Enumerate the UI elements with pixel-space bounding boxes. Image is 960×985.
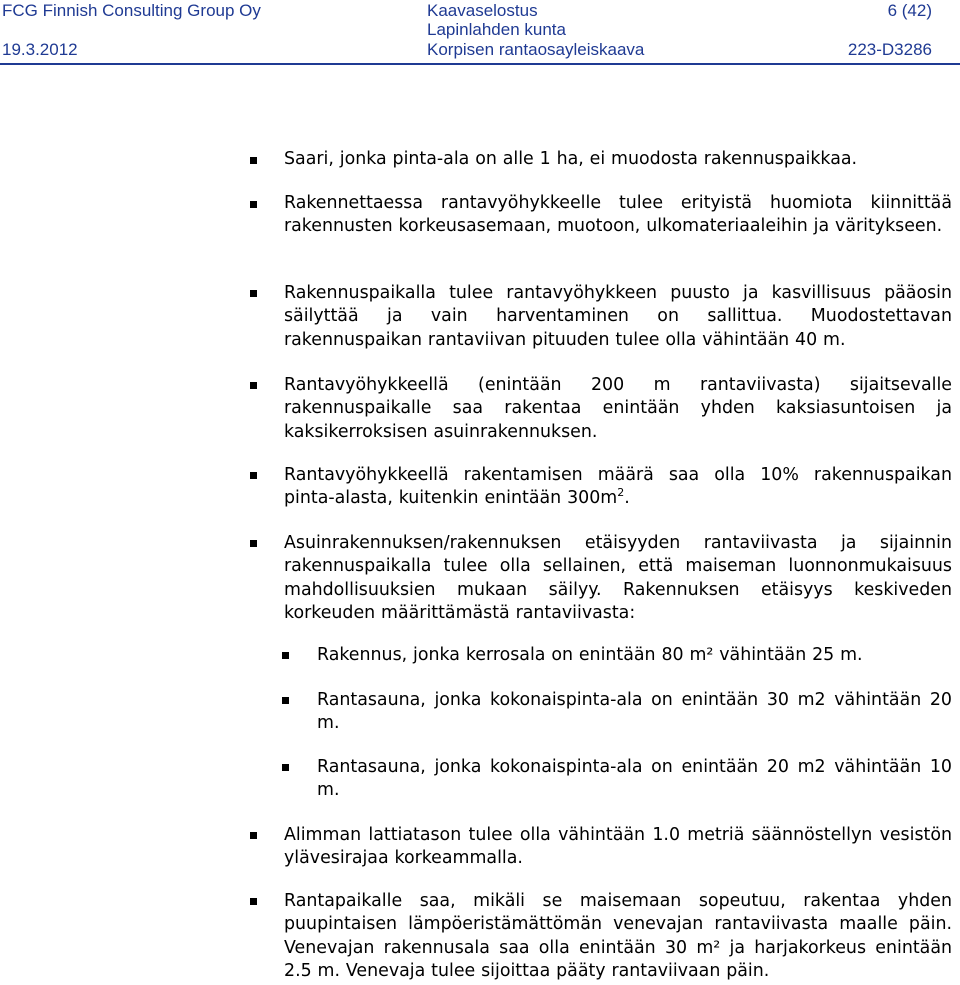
item-text: Rantavyöhykkeellä rakentamisen määrä saa olla 10% rakennuspaikan pinta-alasta, kuitenkin enintään 300m bbox=[284, 465, 952, 509]
bullet-icon bbox=[250, 157, 257, 164]
company-name: FCG Finnish Consulting Group Oy bbox=[2, 1, 261, 20]
municipality: Lapinlahden kunta bbox=[427, 20, 566, 39]
page-header bbox=[0, 0, 960, 62]
bullet-icon bbox=[250, 472, 257, 479]
project-code: 223-D3286 bbox=[847, 40, 932, 59]
bullet-icon bbox=[250, 540, 257, 547]
list-item: Asuinrakennuksen/rakennuksen etäisyyden rantaviivasta ja sijainnin rakennuspaikalla tulee olla sellainen, että maiseman luonnonmukaisuus mahdollisuuksien mukaan säilyy. Rakennuksen etäisyys keskiveden korkeuden määrittämästä rantaviivasta: bbox=[284, 533, 952, 623]
document-date: 19.3.2012 bbox=[2, 40, 78, 59]
superscript: 2 bbox=[617, 486, 625, 500]
sub-list-item: Rantasauna, jonka kokonaispinta-ala on enintään 20 m2 vähintään 10 m. bbox=[317, 757, 952, 801]
document-type: Kaavaselostus bbox=[427, 1, 538, 20]
bullet-icon bbox=[250, 832, 257, 839]
list-item: Rakennuspaikalla tulee rantavyöhykkeen puusto ja kasvillisuus pääosin säilyttää ja vain harventaminen on sallittua. Muodostettavan rakennuspaikan rantaviivan pituuden tulee olla vähintään 40 m. bbox=[284, 283, 952, 350]
bullet-icon bbox=[250, 290, 257, 297]
list-item: Rantapaikalle saa, mikäli se maisemaan sopeutuu, rakentaa yhden puupintaisen lämpöeristämättömän venevajan rantaviivasta maalle päin. Venevajan rakennusala saa olla enintään 30 m² ja harjakorkeus enintään 2.5 m. Venevaja tulee sijoittaa pääty rantaviivaan päin. bbox=[284, 891, 952, 981]
list-item: Alimman lattiatason tulee olla vähintään 1.0 metriä säännöstellyn vesistön ylävesirajaa korkeammalla. bbox=[284, 825, 952, 869]
sub-bullet-icon bbox=[282, 764, 289, 771]
page-number: 6 (42) bbox=[887, 1, 932, 20]
list-item: Rantavyöhykkeellä (enintään 200 m rantaviivasta) sijaitsevalle rakennuspaikalle saa rakentaa enintään yhden kaksiasuntoisen ja kaksikerroksisen asuinrakennuksen. bbox=[284, 375, 952, 442]
sub-bullet-icon bbox=[282, 652, 289, 659]
list-item bbox=[284, 464, 952, 511]
bullet-icon bbox=[250, 201, 257, 208]
list-item: Rakennettaessa rantavyöhykkeelle tulee erityistä huomiota kiinnittää rakennusten korkeusasemaan, muotoon, ulkomateriaaleihin ja väritykseen. bbox=[284, 193, 952, 237]
header-divider bbox=[0, 63, 960, 65]
plan-name: Korpisen rantaosayleiskaava bbox=[427, 40, 645, 59]
item-tail: . bbox=[624, 488, 630, 509]
sub-list-item: Rantasauna, jonka kokonaispinta-ala on enintään 30 m2 vähintään 20 m. bbox=[317, 690, 952, 734]
list-item: Saari, jonka pinta-ala on alle 1 ha, ei muodosta rakennuspaikkaa. bbox=[284, 149, 858, 169]
sub-bullet-icon bbox=[282, 697, 289, 704]
sub-list-item: Rakennus, jonka kerrosala on enintään 80 m² vähintään 25 m. bbox=[317, 645, 863, 665]
bullet-icon bbox=[250, 382, 257, 389]
bullet-icon bbox=[250, 898, 257, 905]
